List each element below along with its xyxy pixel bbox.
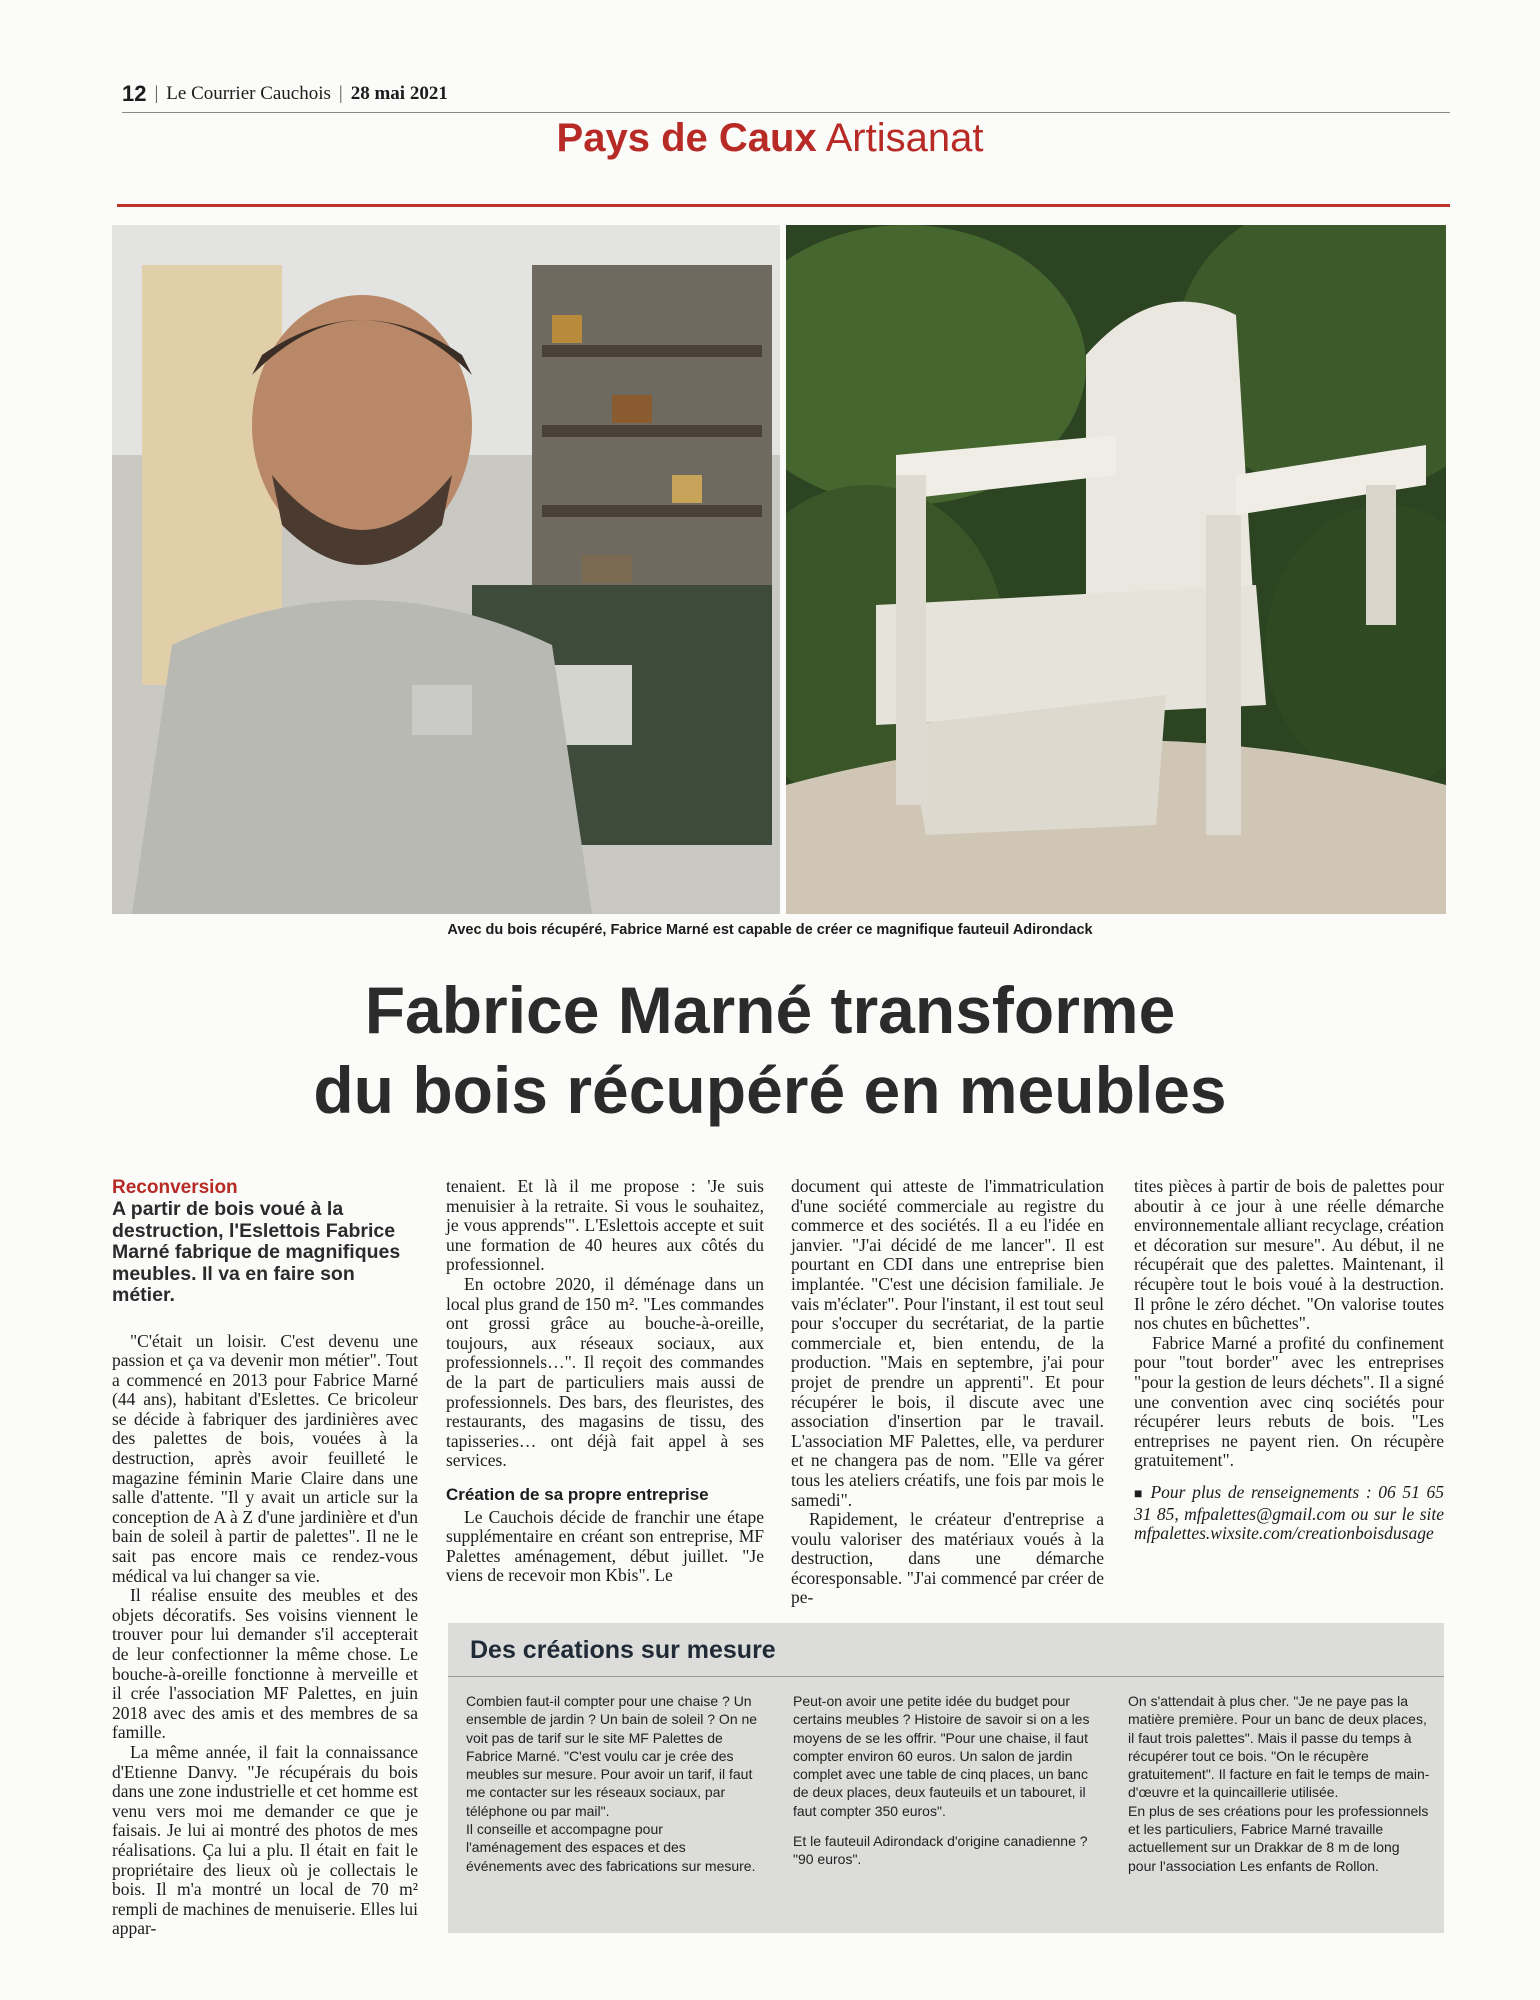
headline-line: Fabrice Marné transforme [364,973,1176,1047]
paragraph: "C'était un loisir. C'est devenu une passion et ça va devenir mon métier". Tout a commencé en 2013 pour Fabrice Marné (44 ans), habitant d'Eslettes. Ce bricoleur se décide à fabriquer des jardinières avec des palettes de bois, vouées à la destruction, après avoir feuilleté le magazine féminin Marie Claire dans une salle d'attente. "Il y avait un article sur la conception de A à Z d'une jardinière et d'un bain de soleil à partir de palettes". Il ne le sait pas encore mais ce rendez-vous médical va lui changer sa vie. [112,1330,418,1586]
box-paragraph: On s'attendait à plus cher. "Je ne paye pas la matière première. Pour un banc de deux places, il faut trois palettes". Mais il passe du temps à récupérer tout ce bois. "On le récupère gratuitement". Il facture en fait le temps de main-d'œuvre et la quincaillerie utilisée. [1128,1693,1430,1801]
section-topic: Artisanat [825,116,984,160]
box-paragraph: Et le fauteuil Adirondack d'origine canadienne ? "90 euros". [793,1833,1088,1868]
box-title: Des créations sur mesure [470,1636,776,1664]
kicker: Reconversion [112,1177,238,1198]
article-column-1 [112,1177,418,1939]
box-divider [448,1676,1444,1677]
folio [122,80,448,108]
section-region: Pays de Caux [556,116,817,160]
box-paragraph: Il conseille et accompagne pour l'aménagement des espaces et des événements avec des fabrications sur mesure. [466,1821,756,1874]
issue-date: 28 mai 2021 [350,83,448,104]
contact-info [1134,1483,1444,1544]
box-paragraph: Peut-on avoir une petite idée du budget pour certains meubles ? Histoire de savoir si on a les moyens de se les offrir. "Pour une chaise, il faut compter environ 60 euros. Un salon de jardin complet avec une table de cinq places, un banc de deux places, deux fauteuils et un tabouret, il faut compter 350 euros". [793,1693,1090,1819]
article-column-3 [791,1177,1104,1608]
paragraph: tites pièces à partir de bois de palettes pour aboutir à ce jour à une réelle démarche environnementale alliant recyclage, création et décoration sur mesure". Au début, il ne récupérait que des palettes. Maintenant, il récupère tout le bois voué à la destruction. Il prône le zéro déchet. "On valorise toutes nos chutes en bûchettes". [1134,1176,1444,1334]
page-number: 12 [122,81,147,106]
article-column-4 [1134,1177,1444,1544]
folio-divider [122,112,1450,113]
subheading: Création de sa propre entreprise [446,1484,709,1504]
photo-artisan-workshop [112,225,780,914]
paragraph: Fabrice Marné a profité du confinement pour "tout border" avec les entreprises "pour la gestion de leurs déchets". Il a signé une convention avec cinq sociétés pour récupérer leurs rebuts de bois. "Les entreprises ne payent rien. On récupère gratuitement". [1134,1332,1444,1471]
contact-text: Pour plus de renseignements : 06 51 65 31 85, mfpalettes@gmail.com ou sur le site mfpalettes.wixsite.com/creationboisdusage [1134,1481,1444,1544]
section-divider [117,204,1450,207]
photo-adirondack-chair [786,225,1446,914]
box-column-1 [466,1692,762,1875]
box-column-2 [793,1692,1097,1869]
box-column-3 [1128,1692,1430,1875]
folio-separator: | [338,83,343,104]
paragraph: Il réalise ensuite des meubles et des objets décoratifs. Ses voisins viennent le trouver pour lui demander s'il accepterait de leur confectionner la même chose. Le bouche-à-oreille fonctionne à merveille et il crée l'association MF Palettes, en juin 2018 avec des amis et des membres de sa famille. [112,1585,418,1743]
workshop-illustration [112,225,780,914]
paragraph: tenaient. Et là il me propose : 'Je suis menuisier à la retraite. Si vous le souhaitez, je vous apprends'". L'Eslettois accepte et suit une formation de 40 heures aux côtés du professionnel. [446,1176,764,1275]
paragraph: document qui atteste de l'immatriculation d'une société commerciale au registre du commerce et des sociétés. Il a eu l'idée en janvier. "J'ai décidé de me lancer". Il est pourtant en CDI dans une entreprise bien implantée. "C'est une décision familiale. Je vais m'éclater". Pour l'instant, il est tout seul pour s'occuper du secrétariat, de la partie commerciale et, bien entendu, de la production. "Mais en septembre, j'ai pour projet de prendre un apprenti". Et pour récupérer le bois, il discute avec une association d'insertion par le travail. L'association MF Palettes, elle, va perdurer et ne changera pas de nom. "Elle va gérer tous les ateliers créatifs, une fois par mois le samedi". [791,1176,1104,1510]
headline [0,970,1540,1130]
box-paragraph: En plus de ses créations pour les professionnels et les particuliers, Fabrice Marné travaille actuellement sur un Drakkar de 8 m de long pour l'association Les enfants de Rollon. [1128,1802,1429,1874]
square-bullet-icon: ■ [1134,1486,1151,1502]
photo-caption: Avec du bois récupéré, Fabrice Marné est capable de créer ce magnifique fauteuil Adirondack [447,922,1093,938]
folio-separator: | [154,83,159,104]
section-header [0,116,1540,161]
paragraph: Rapidement, le créateur d'entreprise a voulu valoriser des matériaux voués à la destruction, dans une démarche écoresponsable. "J'ai commencé par créer de pe- [791,1509,1104,1608]
paragraph: La même année, il fait la connaissance d'Etienne Danvy. "Je récupérais du bois dans une zone industrielle et cet homme est venu vers moi me demander ce que je faisais. Je lui ai montré des photos de mes réalisations. Ça lui a plu. Il était en fait le propriétaire des lieux où je collectais le bois. Il m'a montré un local de 70 m² rempli de machines de menuiserie. Elles lui appar- [112,1741,418,1939]
publication-name: Le Courrier Cauchois [166,83,331,104]
headline-line: du bois récupéré en meubles [313,1053,1227,1127]
paragraph: En octobre 2020, il déménage dans un local plus grand de 150 m². "Les commandes ont grossi grâce au bouche-à-oreille, toujours, aux réseaux sociaux, aux professionnels…". Il reçoit des commandes de la part de particuliers mais aussi de professionnels. Des bars, des fleuristes, des restaurants, des magasins de tissu, des tapisseries… ont déjà fait appel à ses services. [446,1273,764,1471]
article-column-2 [446,1177,764,1586]
chair-illustration [786,225,1446,914]
box-paragraph: Combien faut-il compter pour une chaise ? Un ensemble de jardin ? Un bain de soleil ? On ne voit pas de tarif sur le site MF Palettes de Fabrice Marné. "C'est voulu car je crée des meubles sur mesure. Pour avoir un tarif, il faut me contacter sur les réseaux sociaux, par téléphone ou par mail". [466,1693,758,1819]
standfirst: A partir de bois voué à la destruction, l'Eslettois Fabrice Marné fabrique de magnifiques meubles. Il va en faire son métier. [112,1198,401,1306]
paragraph: Le Cauchois décide de franchir une étape supplémentaire en créant son entreprise, MF Palettes aménagement, début juillet. "Je viens de recevoir mon Kbis". Le [446,1506,764,1586]
